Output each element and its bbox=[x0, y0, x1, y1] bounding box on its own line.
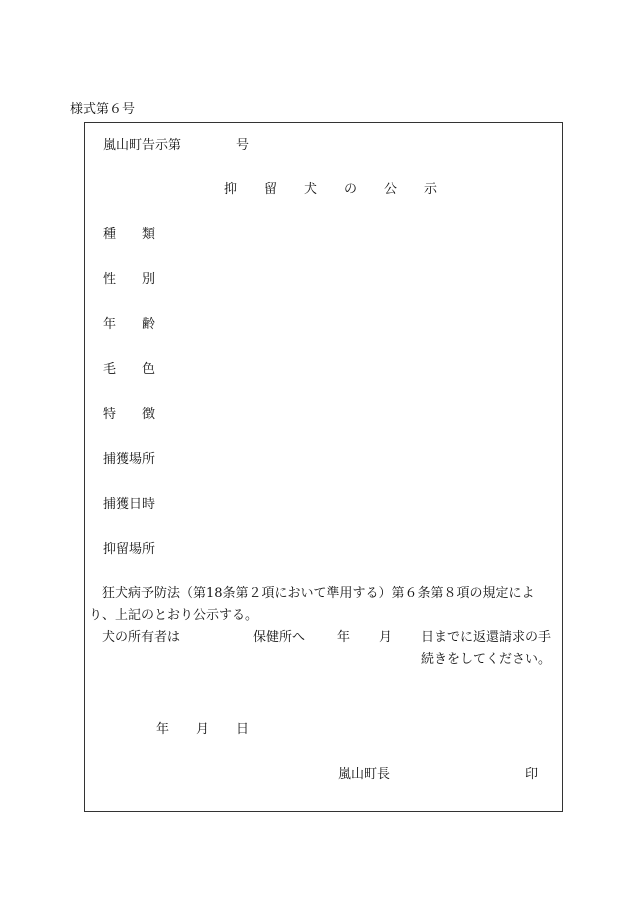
title-char: 留 bbox=[264, 182, 278, 197]
date-year: 年 bbox=[156, 722, 170, 737]
seal-mark: 印 bbox=[525, 767, 539, 782]
title-char: 抑 bbox=[224, 182, 238, 197]
title-char: 犬 bbox=[304, 182, 318, 197]
label-char: 徴 bbox=[142, 407, 156, 422]
notice-number-suffix: 号 bbox=[236, 138, 250, 153]
label-char: 類 bbox=[142, 227, 156, 242]
label-char: 年 bbox=[103, 317, 117, 332]
date-day: 日 bbox=[236, 722, 250, 737]
capture-datetime-label: 捕獲日時 bbox=[103, 497, 156, 512]
label-char: 特 bbox=[103, 407, 117, 422]
form-frame bbox=[84, 122, 563, 812]
label-char: 種 bbox=[103, 227, 117, 242]
owner-text-2: 保健所へ bbox=[253, 630, 306, 645]
title-char: 示 bbox=[424, 182, 438, 197]
capture-place-label: 捕獲場所 bbox=[103, 452, 156, 467]
date-month: 月 bbox=[196, 722, 210, 737]
detention-place-label: 抑留場所 bbox=[103, 542, 156, 557]
notice-number-prefix: 嵐山町告示第 bbox=[103, 138, 182, 153]
title-char: 公 bbox=[384, 182, 398, 197]
label-char: 別 bbox=[142, 272, 156, 287]
legal-basis-paragraph bbox=[89, 583, 559, 627]
label-char: 色 bbox=[142, 362, 156, 377]
owner-month: 月 bbox=[379, 630, 393, 645]
owner-year: 年 bbox=[337, 630, 351, 645]
label-char: 性 bbox=[103, 272, 117, 287]
owner-instruction-paragraph bbox=[89, 627, 559, 667]
legal-basis-text: 狂犬病予防法（第18条第２項において準用する）第６条第８項の規定により、上記のとおり公示する。 bbox=[89, 586, 535, 623]
form-number: 様式第６号 bbox=[70, 102, 136, 117]
owner-text-1: 犬の所有者は bbox=[102, 630, 181, 645]
label-char: 毛 bbox=[103, 362, 117, 377]
mayor-title: 嵐山町長 bbox=[338, 767, 391, 782]
owner-text-3: 日までに返還請求の手続きをしてください。 bbox=[421, 630, 552, 667]
title-char: の bbox=[344, 182, 358, 197]
label-char: 齢 bbox=[142, 317, 156, 332]
